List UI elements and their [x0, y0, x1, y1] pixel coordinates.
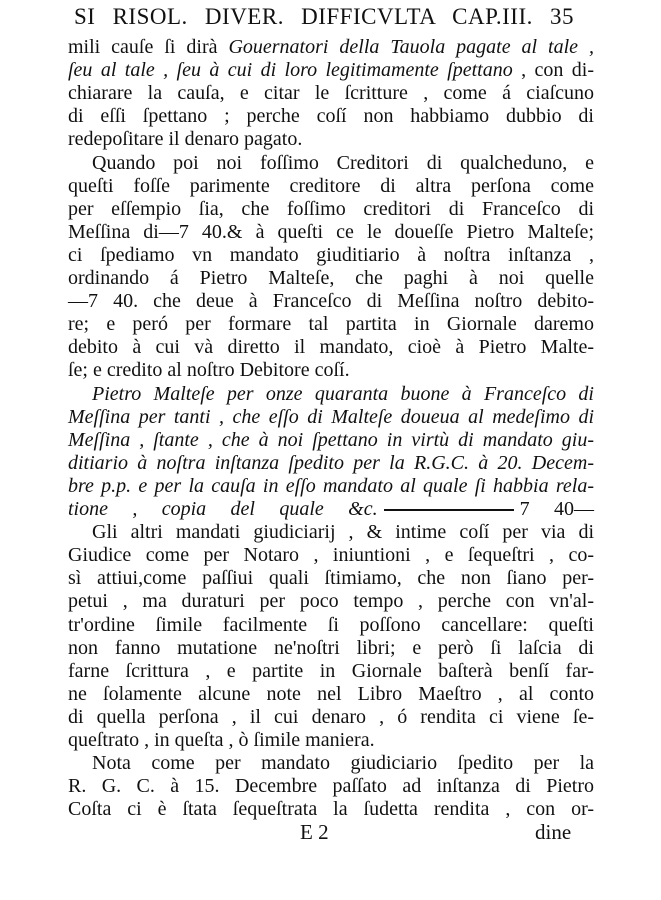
- text-line: [68, 614, 594, 637]
- italic-text: tione , copia del quale &c.: [68, 498, 378, 520]
- text-line: [68, 567, 594, 590]
- text-line: [68, 406, 594, 429]
- roman-text: Nota come per mandato giudiciario ſpedito per la: [92, 752, 594, 775]
- text-line: [68, 775, 594, 798]
- text-line: [68, 706, 594, 729]
- roman-text: sì attiui,come paſſiui quali ſtimiamo, che non ſiano per-: [68, 567, 594, 590]
- roman-text: di eſſi ſpettano ; perche coſí non habbiamo dubbio di: [68, 105, 594, 128]
- roman-text: ſe; e credito al noſtro Debitore coſí.: [68, 359, 350, 382]
- text-line: [68, 152, 594, 175]
- roman-text: debito à cui và diretto il mandato, cioè à Pietro Malte-: [68, 336, 594, 359]
- text-line: [68, 429, 594, 452]
- italic-text: Pietro Malteſe per onze quaranta buone à Franceſco di: [92, 382, 594, 405]
- text-line: [68, 105, 594, 128]
- italic-text: Meſſina per tanti , che eſſo di Malteſe doueua al medeſimo di: [68, 405, 594, 428]
- roman-text: Coſta ci è ſtata ſequeſtrata la ſudetta rendita , con or-: [68, 798, 594, 821]
- text-line: [68, 267, 594, 290]
- text-line: [68, 590, 594, 613]
- text-line: [68, 798, 594, 821]
- ledger-rule: [384, 509, 514, 511]
- roman-text: Gli altri mandati giudiciarij , & intime coſí per via di: [92, 521, 594, 544]
- text-line: [68, 521, 594, 544]
- text-line: [68, 59, 594, 82]
- text-line: [68, 637, 594, 660]
- roman-text: redepoſitare il denaro pagato.: [68, 128, 303, 151]
- roman-text: non fanno mutatione ne'noſtri libri; e però ſi laſcia di: [68, 636, 594, 659]
- text-line: [68, 498, 594, 521]
- roman-text: per eſſempio ſia, che foſſimo creditori di Franceſco di: [68, 197, 594, 220]
- text-line: [68, 175, 594, 198]
- italic-text: ſeu al tale , ſeu à cui di loro legitimamente ſpettano: [68, 59, 513, 82]
- text-line: [68, 660, 594, 683]
- italic-text: Gouernatori della Tauola pagate al tale ,: [228, 36, 594, 58]
- text-line: [68, 683, 594, 706]
- roman-text: farne ſcrittura , e partite in Giornale baſterà benſí far-: [68, 659, 594, 682]
- roman-text: R. G. C. à 15. Decembre paſſato ad inſtanza di Pietro: [68, 775, 594, 798]
- text-line: [68, 452, 594, 475]
- italic-text: Meſſina , ſtante , che à noi ſpettano in virtù di mandato giu-: [68, 428, 594, 451]
- text-line: [68, 475, 594, 498]
- roman-text: 7 40—: [519, 498, 595, 520]
- catchword: dine: [535, 820, 572, 844]
- running-head: SI RISOL. DIVER. DIFFICVLTA CAP.III. 35: [74, 4, 574, 29]
- roman-text: mili cauſe ſi dirà: [68, 36, 229, 58]
- text-line: [68, 313, 594, 336]
- text-line: [68, 729, 594, 752]
- text-line: [68, 336, 594, 359]
- roman-text: Meſſina di—7 40.& à queſti ce le doueſſe Pietro Malteſe;: [68, 220, 594, 243]
- text-line: [68, 290, 594, 313]
- italic-text: ditiario à noſtra inſtanza ſpedito per la R.G.C. à 20. Decem-: [68, 451, 594, 474]
- roman-text: ci ſpediamo vn mandato giuditiario à noſtra inſtanza ,: [68, 243, 594, 266]
- text-line: [68, 36, 594, 59]
- roman-text: —7 40. che deue à Franceſco di Meſſina noſtro debito-: [68, 290, 594, 313]
- roman-text: chiarare la cauſa, e citar le ſcritture , come á ciaſcuno: [68, 82, 594, 105]
- text-line: [68, 198, 594, 221]
- roman-text: di quella perſona , il cui denaro , ó rendita ci viene ſe-: [68, 705, 594, 728]
- roman-text: re; e peró per formare tal partita in Giornale daremo: [68, 313, 594, 336]
- text-line: [68, 128, 594, 151]
- roman-text: petui , ma duraturi per poco tempo , perche con vn'al-: [68, 590, 594, 613]
- text-line: [68, 383, 594, 406]
- text-line: [68, 544, 594, 567]
- text-line: [68, 82, 594, 105]
- roman-text: tr'ordine ſimile facilmente ſi poſſono cancellare: queſti: [68, 613, 594, 636]
- signature-mark: E 2: [300, 820, 329, 844]
- roman-text: Quando poi noi foſſimo Creditori di qualcheduno, e: [92, 151, 594, 174]
- roman-text: queſti foſſe parimente creditore di altra perſona come: [68, 174, 594, 197]
- roman-text: ne ſolamente alcune note nel Libro Maeſtro , al conto: [68, 682, 594, 705]
- text-line: [68, 244, 594, 267]
- roman-text: , con di-: [512, 59, 594, 82]
- roman-text: Giudice come per Notaro , iniuntioni , e ſequeſtri , co-: [68, 544, 594, 567]
- text-line: [68, 359, 594, 382]
- text-line: [68, 752, 594, 775]
- italic-text: bre p.p. e per la cauſa in eſſo mandato al quale ſi habbia rela-: [68, 474, 594, 497]
- roman-text: queſtrato , in queſta , ò ſimile maniera.: [68, 729, 375, 751]
- roman-text: ordinando á Pietro Malteſe, che paghi à noi quelle: [68, 267, 594, 289]
- text-line: [68, 221, 594, 244]
